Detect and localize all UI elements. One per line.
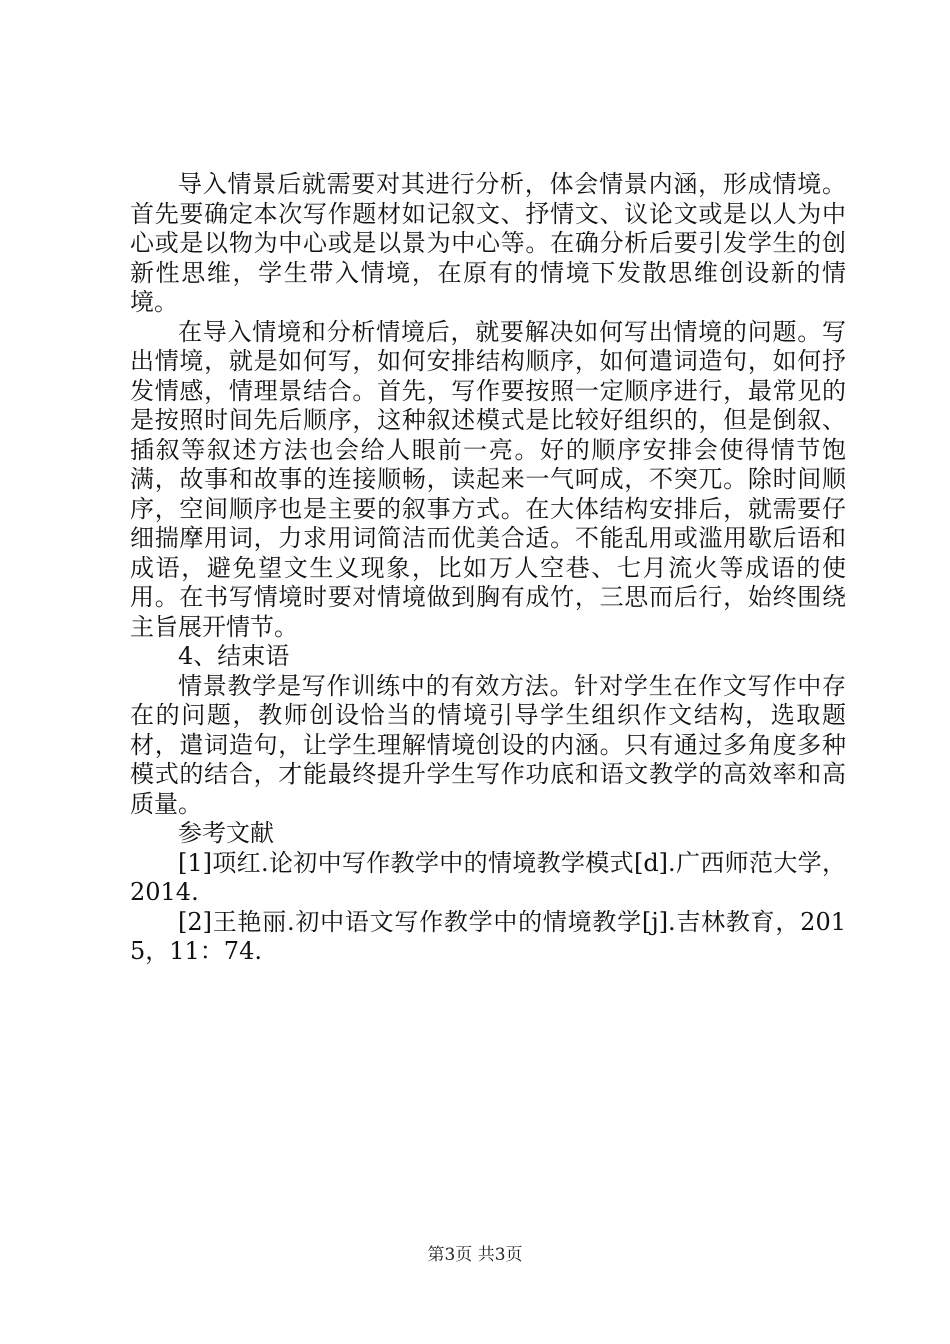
conclusion-paragraph: 情景教学是写作训练中的有效方法。针对学生在作文写作中存在的问题，教师创设恰当的情境引导学生组织作文结构，选取题材，遣词造句，让学生理解情境创设的内涵。只有通过多角度多种模式的结合，才能最终提升学生写作功底和语文教学的高效率和高质量。	[130, 671, 846, 818]
page-number-label: 第3页 共3页	[427, 1245, 523, 1265]
page-footer	[0, 1244, 950, 1266]
conclusion-heading: 4、结束语	[178, 642, 290, 670]
body-paragraph-1: 导入情景后就需要对其进行分析，体会情景内涵，形成情境。首先要确定本次写作题材如记叙文、抒情文、议论文或是以人为中心或是以物为中心或是以景为中心等。在确分析后要引发学生的创新性思维，学生带入情境，在原有的情境下发散思维创设新的情境。	[130, 170, 846, 316]
document-body	[130, 170, 846, 967]
body-paragraph-2: 在导入情境和分析情境后，就要解决如何写出情境的问题。写出情境，就是如何写，如何安排结构顺序，如何遣词造句，如何抒发情感，情理景结合。首先，写作要按照一定顺序进行，最常见的是按照时间先后顺序，这种叙述模式是比较好组织的，但是倒叙、插叙等叙述方法也会给人眼前一亮。好的顺序安排会使得情节饱满，故事和故事的连接顺畅，读起来一气呵成，不突兀。除时间顺序，空间顺序也是主要的叙事方式。在大体结构安排后，就需要仔细揣摩用词，力求用词简洁而优美合适。不能乱用或滥用歇后语和成语，避免望文生义现象，比如万人空巷、七月流火等成语的使用。在书写情境时要对情境做到胸有成竹，三思而后行，始终围绕主旨展开情节。	[130, 317, 846, 641]
reference-item-2: [2]王艳丽.初中语文写作教学中的情境教学[j].吉林教育，2015，11：74.	[130, 907, 846, 965]
references-heading: 参考文献	[178, 819, 274, 847]
reference-item-1: [1]项红.论初中写作教学中的情境教学模式[d].广西师范大学，2014.	[130, 848, 846, 906]
